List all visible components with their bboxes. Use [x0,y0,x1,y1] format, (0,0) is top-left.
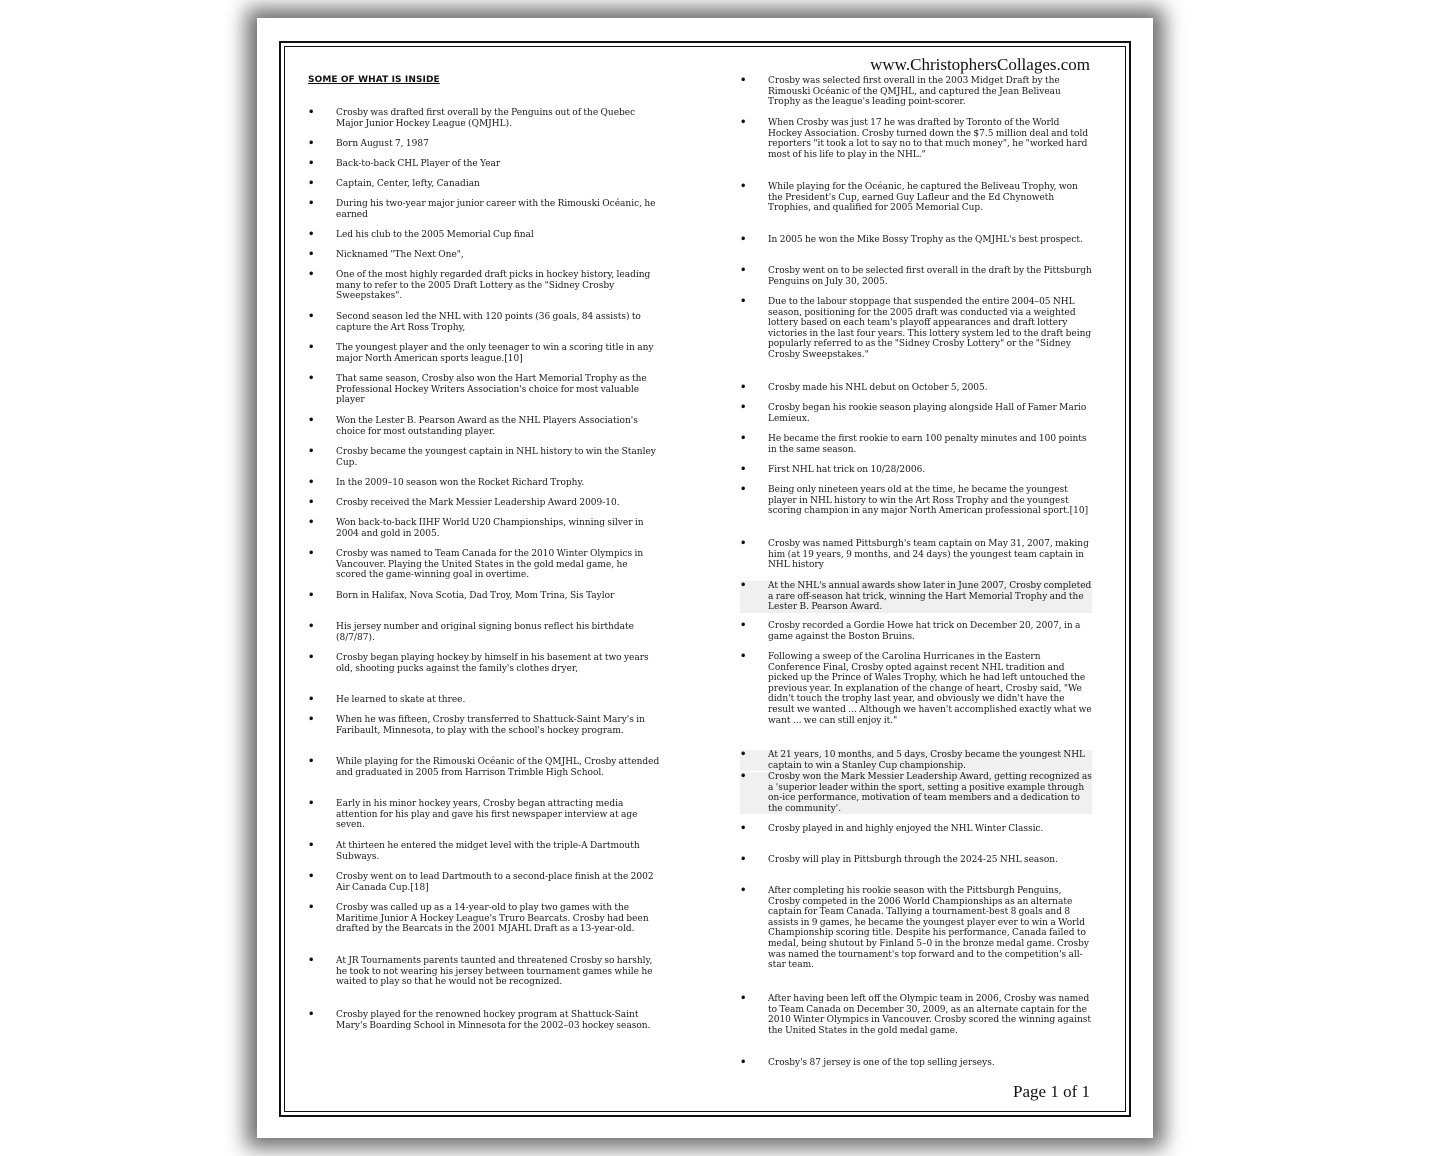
list-item: • Born in Halifax, Nova Scotia, Dad Troy, Mom Trina, Sis Taylor [308,591,660,602]
list-item: • Captain, Center, lefty, Canadian [308,179,660,190]
list-item: • Crosby recorded a Gordie Howe hat trick on December 20, 2007, in a game against the Boston Bruins. [740,621,1092,642]
list-item: • Crosby was drafted first overall by the Penguins out of the Quebec Major Junior Hockey League (QMJHL). [308,108,660,129]
list-item: • Won the Lester B. Pearson Award as the NHL Players Association's choice for most outstanding player. [308,416,660,437]
list-item: • In the 2009–10 season won the Rocket Richard Trophy. [308,478,660,489]
list-item: • Being only nineteen years old at the time, he became the youngest player in NHL history to win the Art Ross Trophy and the youngest scoring champion in any major North American professional sport.[10] [740,485,1092,517]
list-item: • Crosby will play in Pittsburgh through the 2024-25 NHL season. [740,855,1092,866]
list-item: • While playing for the Rimouski Océanic of the QMJHL, Crosby attended and graduated in 2005 from Harrison Trimble High School. [308,757,660,778]
list-item: • At JR Tournaments parents taunted and threatened Crosby so harshly, he took to not wearing his jersey between tournament games while he waited to play so that he would not be recognized. [308,956,660,988]
site-url: www.ChristophersCollages.com [870,55,1090,74]
list-item: • Crosby's 87 jersey is one of the top selling jerseys. [740,1058,1092,1069]
list-item: • Crosby was named Pittsburgh's team captain on May 31, 2007, making him (at 19 years, 9 months, and 24 days) the youngest team captain in NHL history [740,539,1092,571]
list-item: • At thirteen he entered the midget level with the triple-A Dartmouth Subways. [308,841,660,862]
list-item: • When Crosby was just 17 he was drafted by Toronto of the World Hockey Association. Crosby turned down the $7.5 million deal and told reporters "it took a lot to say no to that much money", he "worked hard most of his life to play in the NHL." [740,118,1092,160]
list-item: • Crosby received the Mark Messier Leadership Award 2009-10. [308,498,660,509]
list-item: • Following a sweep of the Carolina Hurricanes in the Eastern Conference Final, Crosby opted against recent NHL tradition and picked up the Prince of Wales Trophy, which he had left untouched the previous year. In explanation of the change of heart, Crosby said, "We didn't touch the trophy last year, and obviously we didn't have the result we wanted ... Although we haven't accomplished exactly what we want ... we can still enjoy it." [740,652,1092,726]
list-item: • At the NHL's annual awards show later in June 2007, Crosby completed a rare off-season hat trick, winning the Hart Memorial Trophy and the Lester B. Pearson Award. [740,581,1092,613]
list-item: • Crosby made his NHL debut on October 5, 2005. [740,383,1092,394]
list-item: • He learned to skate at three. [308,695,660,706]
list-item: • First NHL hat trick on 10/28/2006. [740,465,1092,476]
list-item: • Crosby began his rookie season playing alongside Hall of Famer Mario Lemieux. [740,403,1092,424]
list-item: • In 2005 he won the Mike Bossy Trophy as the QMJHL's best prospect. [740,235,1092,246]
list-item: • That same season, Crosby also won the Hart Memorial Trophy as the Professional Hockey Writers Association's choice for most valuable player [308,374,660,406]
list-item: • Crosby went on to lead Dartmouth to a second-place finish at the 2002 Air Canada Cup.[18] [308,872,660,893]
list-item: • Nicknamed "The Next One", [308,250,660,261]
list-item: • When he was fifteen, Crosby transferred to Shattuck-Saint Mary's in Faribault, Minnesota, to play with the school's hockey program. [308,715,660,736]
list-item: • After completing his rookie season with the Pittsburgh Penguins, Crosby competed in the 2006 World Championships as an alternate captain for Team Canada. Tallying a tournament-best 8 goals and 8 assists in 9 games, he became the youngest player ever to win a World Championship scoring title. Despite his performance, Canada failed to medal, being shutout by Finland 5–0 in the bronze medal game. Crosby was named the tournament's top forward and to the competition's all-star team. [740,886,1092,971]
list-item: • Crosby played in and highly enjoyed the NHL Winter Classic. [740,824,1092,835]
list-item: • Crosby was selected first overall in the 2003 Midget Draft by the Rimouski Océanic of the QMJHL, and captured the Jean Beliveau Trophy as the league's leading point-scorer. [740,76,1092,108]
list-item: • Crosby won the Mark Messier Leadership Award, getting recognized as a 'superior leader within the sport, setting a positive example through on-ice performance, motivation of team members and a dedication to the community'. [740,772,1092,814]
list-item: • While playing for the Océanic, he captured the Beliveau Trophy, won the President's Cup, earned Guy Lafleur and the Ed Chynoweth Trophies, and qualified for 2005 Memorial Cup. [740,182,1092,214]
list-item: • Crosby was called up as a 14-year-old to play two games with the Maritime Junior A Hockey League's Truro Bearcats. Crosby had been drafted by the Bearcats in the 2001 MJAHL Draft as a 13-year-old. [308,903,660,935]
list-item: • Back-to-back CHL Player of the Year [308,159,660,170]
list-item: • Born August 7, 1987 [308,139,660,150]
list-item: • Crosby was named to Team Canada for the 2010 Winter Olympics in Vancouver. Playing the United States in the gold medal game, he scored the game-winning goal in overtime. [308,549,660,581]
list-item: • Led his club to the 2005 Memorial Cup final [308,230,660,241]
list-item: • Crosby played for the renowned hockey program at Shattuck-Saint Mary's Boarding School in Minnesota for the 2002–03 hockey season. [308,1010,660,1031]
list-item: • His jersey number and original signing bonus reflect his birthdate (8/7/87). [308,622,660,643]
list-item: • Second season led the NHL with 120 points (36 goals, 84 assists) to capture the Art Ross Trophy, [308,312,660,333]
list-item: • Crosby went on to be selected first overall in the draft by the Pittsburgh Penguins on July 30, 2005. [740,266,1092,287]
list-item: • Due to the labour stoppage that suspended the entire 2004–05 NHL season, positioning for the 2005 draft was conducted via a weighted lottery based on each team's playoff appearances and draft lottery victories in the last four years. This lottery system led to the draft being popularly referred to as the "Sidney Crosby Lottery" or the "Sidney Crosby Sweepstakes." [740,297,1092,361]
list-item: • The youngest player and the only teenager to win a scoring title in any major North American sports league.[10] [308,343,660,364]
list-item: • Crosby began playing hockey by himself in his basement at two years old, shooting pucks against the family's clothes dryer, [308,653,660,674]
list-item: • Early in his minor hockey years, Crosby began attracting media attention for his play and gave his first newspaper interview at age seven. [308,799,660,831]
page-number: Page 1 of 1 [1013,1082,1090,1101]
list-item: • One of the most highly regarded draft picks in hockey history, leading many to refer to the 2005 Draft Lottery as the "Sidney Crosby Sweepstakes". [308,270,660,302]
list-item: • During his two-year major junior career with the Rimouski Océanic, he earned [308,199,660,220]
list-item: • After having been left off the Olympic team in 2006, Crosby was named to Team Canada on December 30, 2009, as an alternate captain for the 2010 Winter Olympics in Vancouver. Crosby scored the winning against the United States in the gold medal game. [740,994,1092,1036]
list-item: • He became the first rookie to earn 100 penalty minutes and 100 points in the same season. [740,434,1092,455]
section-heading: SOME OF WHAT IS INSIDE [308,75,440,85]
list-item: • At 21 years, 10 months, and 5 days, Crosby became the youngest NHL captain to win a Stanley Cup championship. [740,750,1092,771]
list-item: • Won back-to-back IIHF World U20 Championships, winning silver in 2004 and gold in 2005. [308,518,660,539]
list-item: • Crosby became the youngest captain in NHL history to win the Stanley Cup. [308,447,660,468]
